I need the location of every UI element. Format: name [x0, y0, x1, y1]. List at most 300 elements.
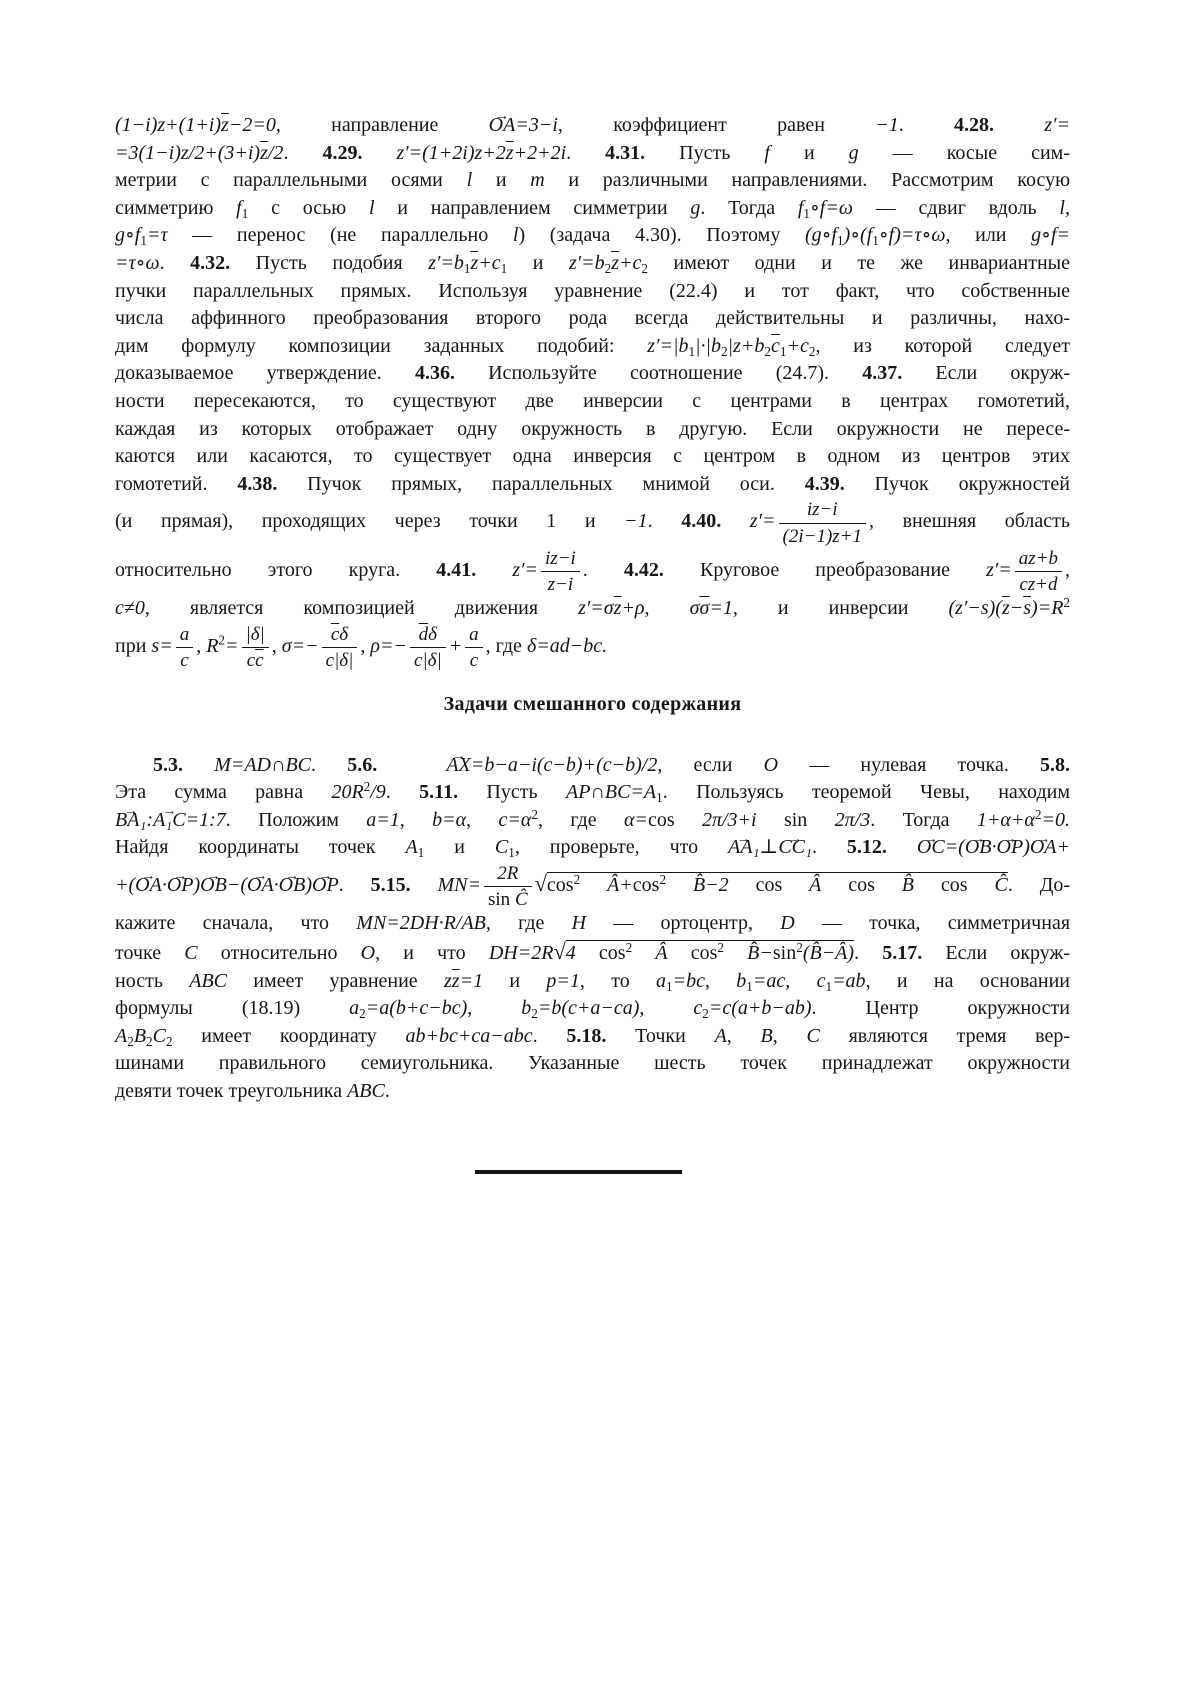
text-run: при [115, 634, 152, 657]
text-run [994, 114, 1044, 136]
text-run: Пусть [645, 141, 765, 164]
text-line [115, 416, 1070, 444]
math-run: · [161, 873, 167, 896]
superscript: 2 [573, 871, 581, 887]
text-run: cos [755, 873, 810, 896]
subscript: 2 [641, 261, 648, 277]
text-run: , внешняя область [869, 510, 1071, 533]
subscript: 2 [359, 1006, 366, 1022]
math-run: −1 [624, 510, 648, 533]
problem-number: 4.37. [862, 362, 903, 385]
text-run: cos [690, 942, 718, 964]
text-run: sin [772, 942, 797, 964]
text-run: ) (задача 4.30). Поэтому [518, 224, 805, 247]
subscript: 2 [165, 1034, 173, 1049]
problem-number: 4.40. [681, 510, 722, 533]
math-run: ab+bc+ca−abc [405, 1024, 533, 1047]
math-run: /2 [267, 141, 284, 164]
text-run: — перенос (не параллельно [167, 224, 513, 247]
text-run: . [811, 836, 847, 859]
math-run: MN= [437, 873, 481, 896]
math-run: D [780, 912, 795, 935]
subscript: 1 [417, 845, 425, 861]
math-run: ∘f)=τ∘ω [878, 224, 946, 247]
math-run: A [714, 1024, 727, 1047]
text-run: , и на основании [865, 969, 1071, 992]
text-run: . Положим [225, 808, 367, 831]
math-run: ⊥ [759, 836, 779, 859]
vector: → A₁C [153, 807, 186, 835]
vector: → OP [312, 872, 339, 900]
section-heading: Задачи смешанного содержания [443, 692, 742, 715]
subscript: 1 [688, 343, 696, 359]
math-run: R [206, 634, 219, 657]
superscript: 2 [1034, 806, 1042, 822]
math-run: Â [632, 942, 691, 964]
radicand [547, 872, 1008, 896]
math-run: f [797, 196, 804, 219]
math-run: = [225, 634, 239, 657]
text-line [115, 333, 1070, 361]
vector: → AA₁ [728, 834, 759, 862]
math-run: =( [944, 836, 965, 859]
text-run: . Тогда [700, 196, 798, 219]
math-run: B̂− [723, 942, 773, 964]
text-run: пучки параллельных прямых. Используя уравнение (22.4) и тот факт, что собственные [115, 279, 1070, 302]
text-run: Если окруж- [902, 362, 1070, 385]
math-run: p=1 [546, 969, 580, 992]
fraction [541, 547, 580, 596]
math-run: Â+ [580, 873, 633, 896]
text-line [115, 112, 1070, 140]
math-run: Ĉ [994, 873, 1008, 896]
text-line [115, 498, 1070, 547]
math-run: a [179, 623, 190, 645]
superscript: 2 [531, 806, 538, 822]
text-run: , [1064, 196, 1070, 219]
text-line [115, 862, 1070, 911]
text-run: Используйте соотношение (24.7). [454, 362, 863, 385]
math-run: +2+2i [513, 141, 567, 164]
math-run: =3(1−i)z/2+(3+i) [115, 141, 261, 164]
subscript: 1 [746, 978, 753, 994]
fraction [176, 623, 194, 672]
math-run: az+b [1018, 547, 1059, 569]
math-run: ) [193, 873, 201, 896]
math-run: δ [428, 623, 437, 645]
text-run: . [532, 1024, 567, 1047]
fraction [322, 623, 358, 672]
math-run: +c [619, 251, 642, 274]
radical-icon: √ [534, 870, 547, 896]
subscript: 2 [808, 343, 816, 359]
text-run: шинами правильного семиугольника. Указанные шесть точек принадлежат окружности [115, 1052, 1070, 1075]
text-line [115, 1078, 1070, 1106]
problem-number: 5.18. [566, 1024, 607, 1047]
math-run: · [991, 836, 997, 859]
math-run: MN=2DH·R/AB [356, 912, 486, 935]
problem-number: 5.17. [882, 942, 923, 964]
math-run: −1 [875, 114, 899, 136]
math-run: B̂ [901, 873, 941, 896]
text-run: , [639, 997, 694, 1020]
text-line [115, 1050, 1070, 1078]
vector: → OB [200, 872, 227, 900]
fraction-denominator [541, 572, 580, 595]
text-run: , [772, 1024, 807, 1047]
math-run: +( [115, 873, 136, 896]
text-line [115, 595, 1070, 623]
text-run: , где [485, 912, 572, 935]
text-line [115, 752, 1070, 780]
text-run: . [159, 251, 191, 274]
math-run: z′= [1044, 114, 1071, 136]
math-run: =ac [752, 969, 786, 992]
text-run: Пучок окружностей [844, 472, 1070, 495]
math-run: z′= [749, 510, 776, 533]
subscript: 2 [127, 1034, 134, 1049]
math-run: +ρ [621, 597, 645, 620]
text-run: и [424, 836, 495, 859]
text-run: каждая из которых отображает одну окружность в другую. Если окружности не пересе- [115, 417, 1070, 440]
fraction-denominator [322, 648, 358, 671]
problem-number: 4.36. [414, 362, 455, 385]
problem-number: 5.11. [419, 781, 459, 804]
problem-number: 5.6. [347, 753, 378, 776]
problem-number: 4.42. [623, 558, 664, 581]
subscript: 1 [837, 233, 844, 249]
math-run: c=α [498, 808, 532, 831]
math-run: 2π/3+i [701, 808, 784, 831]
math-run: =τ [146, 224, 168, 247]
vector: → OB [965, 834, 992, 862]
radicand [566, 940, 854, 964]
superscript: 2 [796, 939, 803, 955]
problem-number: 4.28. [954, 114, 995, 136]
math-run: a [469, 623, 479, 645]
text-run: Круговое преобразование [663, 558, 987, 581]
subscript: 1 [656, 790, 663, 806]
math-run: z′=(1+2i)z+2 [396, 141, 506, 164]
math-run: + [1056, 836, 1071, 859]
superscript: 2 [1063, 595, 1070, 611]
fraction [410, 623, 446, 672]
math-run: 2R [497, 862, 519, 884]
conjugate-overline: $\overline{z}$ [1001, 597, 1010, 620]
problem-number: 4.39. [804, 472, 845, 495]
vector: → OA [1030, 834, 1057, 862]
superscript: 2 [363, 778, 371, 794]
text-run: . Центр окружности [811, 997, 1071, 1020]
text-line [115, 250, 1070, 278]
math-run: 1+α+α [976, 808, 1035, 831]
text-run: . [647, 510, 682, 533]
math-run: M=AD∩BC [214, 753, 312, 776]
math-run: ABC [347, 1079, 385, 1102]
fraction-numerator [484, 862, 532, 887]
math-run: B [133, 1024, 147, 1047]
text-run: . [338, 873, 371, 896]
text-run: , [726, 1024, 761, 1047]
math-run: z′=|b [647, 334, 689, 357]
math-run: =a(b+c−bc) [365, 997, 468, 1020]
fraction [1015, 547, 1062, 596]
text-line [115, 623, 1070, 672]
math-run: a [349, 997, 360, 1020]
math-run: Ĉ [514, 889, 528, 911]
math-run: c [816, 969, 826, 992]
math-run: z′= [986, 558, 1012, 581]
text-run: . [384, 1079, 390, 1102]
text-run: формулы (18.19) [115, 997, 350, 1020]
math-run: =0. [1041, 808, 1070, 831]
subscript: 1 [140, 233, 147, 249]
math-run: + [448, 634, 463, 657]
text-run: Пучок прямых, параллельных мнимой оси. [277, 472, 805, 495]
text-run: , [196, 634, 207, 657]
subscript: 1 [779, 343, 787, 359]
math-run: =ab [832, 969, 866, 992]
vector: → AX [408, 752, 470, 780]
math-run: σ [689, 597, 700, 620]
math-run: O [360, 942, 376, 964]
text-run: кажите сначала, что [115, 912, 357, 935]
math-run: 4 [565, 942, 599, 964]
fraction-numerator [779, 498, 866, 523]
text-run: и направлением симметрии [374, 196, 691, 219]
math-run: ABC [189, 969, 228, 992]
math-run: =b−a−i(c−b)+(c−b)/2 [470, 753, 658, 776]
problem-number: 4.38. [237, 472, 278, 495]
fraction-numerator [176, 623, 194, 648]
math-run: Â [809, 873, 849, 896]
fraction-denominator [410, 648, 446, 671]
math-run: δ=ad−bc. [526, 634, 608, 657]
math-run: C [152, 1024, 166, 1047]
math-run: B [760, 1024, 773, 1047]
text-run: имеют одни и те же инвариантные [647, 251, 1070, 274]
text-run: и [483, 969, 547, 992]
math-run: DH=2R [488, 942, 554, 964]
text-run: , и что [375, 942, 489, 964]
text-run: , [1065, 558, 1071, 581]
math-run: s= [151, 634, 173, 657]
vector: → OP [997, 834, 1024, 862]
math-run: 20R [331, 781, 364, 804]
math-run: −2=0 [228, 114, 276, 136]
text-run: sin [783, 808, 835, 831]
math-run: (2i−1)z+1 [782, 525, 863, 547]
math-run: σ=− [281, 634, 319, 657]
math-run: )=R [1031, 597, 1064, 620]
math-run: (1−i)z+(1+i) [115, 114, 222, 136]
math-run: α= [623, 808, 648, 831]
text-run: , проверьте, что [514, 836, 729, 859]
fraction-denominator [465, 648, 483, 671]
fraction-denominator [176, 648, 194, 671]
text-run: . [854, 942, 883, 964]
superscript: 2 [625, 939, 633, 955]
text-run: — ортоцентр, [586, 912, 781, 935]
math-run: =1 [709, 597, 733, 620]
subscript: 2 [531, 1006, 538, 1022]
math-run: (g∘f [804, 224, 837, 247]
text-run: . Пользуясь теоремой Чевы, находим [662, 781, 1071, 804]
text-run: , из которой следует [815, 334, 1070, 357]
text-run: Пусть подобия [230, 251, 429, 274]
text-line [115, 1023, 1070, 1051]
fraction [484, 862, 532, 911]
text-run: , или [945, 224, 1032, 247]
subscript: 1 [803, 206, 810, 221]
math-run: · [273, 873, 279, 896]
text-run: cos [546, 873, 574, 896]
math-run: iz−i [806, 499, 838, 521]
math-run: cz+d [1019, 574, 1058, 596]
math-run: g [690, 196, 701, 219]
subscript: 1 [825, 978, 833, 994]
text-run: ности пересекаются, то существуют две инверсии с центрами в центрах гомотетий, [115, 389, 1070, 412]
math-run: C [806, 1024, 820, 1047]
conjugate-overline: $\overline{c}$ [330, 623, 340, 645]
conjugate-overline: $\overline{\sigma}$ [699, 597, 710, 620]
problem-number: 5.15. [370, 873, 411, 896]
text-run: cos [598, 942, 626, 964]
math-run: c|δ| [325, 650, 354, 672]
vector: → OA [247, 872, 274, 900]
text-run: с осью [248, 196, 369, 219]
text-run: . [283, 141, 323, 164]
math-run: =b(c+a−ca) [537, 997, 640, 1020]
text-run: , направление [275, 114, 489, 136]
text-run: , [360, 634, 371, 657]
problem-number: 5.8. [1040, 753, 1071, 776]
text-run: cos [647, 808, 702, 831]
subscript: 2 [764, 343, 772, 359]
math-run: f [236, 196, 242, 219]
math-run: O [763, 753, 779, 776]
math-run: z [444, 969, 452, 992]
math-run: b [736, 969, 747, 992]
math-run: C [494, 836, 509, 859]
text-run: , [399, 808, 433, 831]
superscript: 2 [717, 939, 724, 955]
vector: → OC [917, 834, 945, 862]
fraction-denominator [242, 648, 269, 671]
math-run: l [1059, 196, 1065, 219]
text-run: . [898, 114, 955, 136]
text-run [887, 836, 917, 858]
text-line [115, 222, 1070, 250]
math-run: |·|b [695, 334, 722, 357]
fraction-numerator [242, 623, 269, 648]
text-run: , если [657, 753, 764, 776]
math-run: a [656, 969, 667, 992]
text-run: . [582, 558, 624, 581]
math-run: A [405, 836, 418, 859]
text-run: , [785, 969, 817, 992]
text-run: и [769, 141, 849, 164]
fraction-numerator [1015, 547, 1062, 572]
text-run: гомотетий. [115, 472, 238, 495]
subscript: 1 [463, 261, 471, 277]
subscript: 1 [241, 206, 249, 221]
text-run: являются тремя вер- [819, 1024, 1070, 1047]
conjugate-overline: $\overline{c}$ [255, 650, 264, 672]
text-run: и различными направлениями. Рассмотрим косую [544, 169, 1071, 192]
math-run: c [180, 650, 189, 672]
text-run [411, 874, 438, 896]
subscript: 2 [146, 1034, 153, 1049]
text-run: . [311, 753, 348, 776]
text-line [115, 938, 1070, 968]
conjugate-overline: $\overline{z}$ [260, 141, 268, 164]
math-run: b=α [432, 808, 467, 831]
text-run: дим формулу композиции заданных подобий: [115, 334, 648, 357]
footer-rule [475, 1170, 682, 1174]
fraction-denominator [1015, 572, 1062, 595]
math-run: |δ| [245, 623, 265, 645]
text-run: — нулевая точка. [778, 753, 1041, 776]
conjugate-overline: $\overline{z}$ [451, 969, 460, 992]
text-run [476, 559, 512, 581]
text-run: cos [848, 873, 902, 896]
math-run: =τ∘ω [115, 251, 160, 274]
text-run: , коэффициент равен [557, 114, 876, 136]
text-line [115, 547, 1070, 596]
conjugate-overline: $\overline{z}$ [613, 597, 622, 620]
text-run: Эта сумма равна [115, 781, 332, 804]
text-run: sin [488, 889, 515, 911]
text-run: . До- [1007, 873, 1071, 896]
text-run: имеет уравнение [227, 969, 444, 992]
fraction-numerator [541, 547, 580, 572]
problem-number: 4.41. [436, 558, 477, 581]
text-run: . [566, 141, 606, 164]
vector: → OB [279, 872, 306, 900]
text-run: , является композицией движения [144, 597, 579, 620]
math-run: =bc [672, 969, 705, 992]
conjugate-overline: $\overline{c}$ [771, 334, 780, 357]
text-line [115, 388, 1070, 416]
problem-number: 4.29. [322, 141, 363, 164]
problem-number: 4.31. [605, 141, 646, 164]
text-run: . Тогда [870, 808, 977, 831]
text-line [115, 167, 1070, 195]
math-run: 2π/3 [834, 808, 871, 831]
math-run: l [466, 169, 473, 192]
problem-number: 5.3. [153, 753, 183, 776]
problem-number: 4.32. [190, 251, 231, 274]
conjugate-overline: $\overline{z}$ [221, 114, 229, 136]
text-line [115, 968, 1070, 996]
paragraph-answers-mixed [115, 752, 1070, 1106]
math-run: iz−i [545, 547, 576, 569]
text-run: Пусть [458, 781, 566, 804]
math-run: c|δ| [413, 650, 442, 672]
text-run: девяти точек треугольника [115, 1079, 348, 1102]
math-run: z′=b [428, 251, 464, 274]
text-run: , то [579, 969, 657, 992]
fraction [465, 623, 483, 672]
math-run: a=1 [366, 808, 400, 831]
text-line [115, 360, 1070, 388]
text-run [721, 510, 750, 532]
square-root [534, 870, 1008, 896]
superscript: 2 [659, 871, 667, 887]
superscript: 2 [218, 632, 225, 648]
text-run: и [507, 251, 569, 274]
